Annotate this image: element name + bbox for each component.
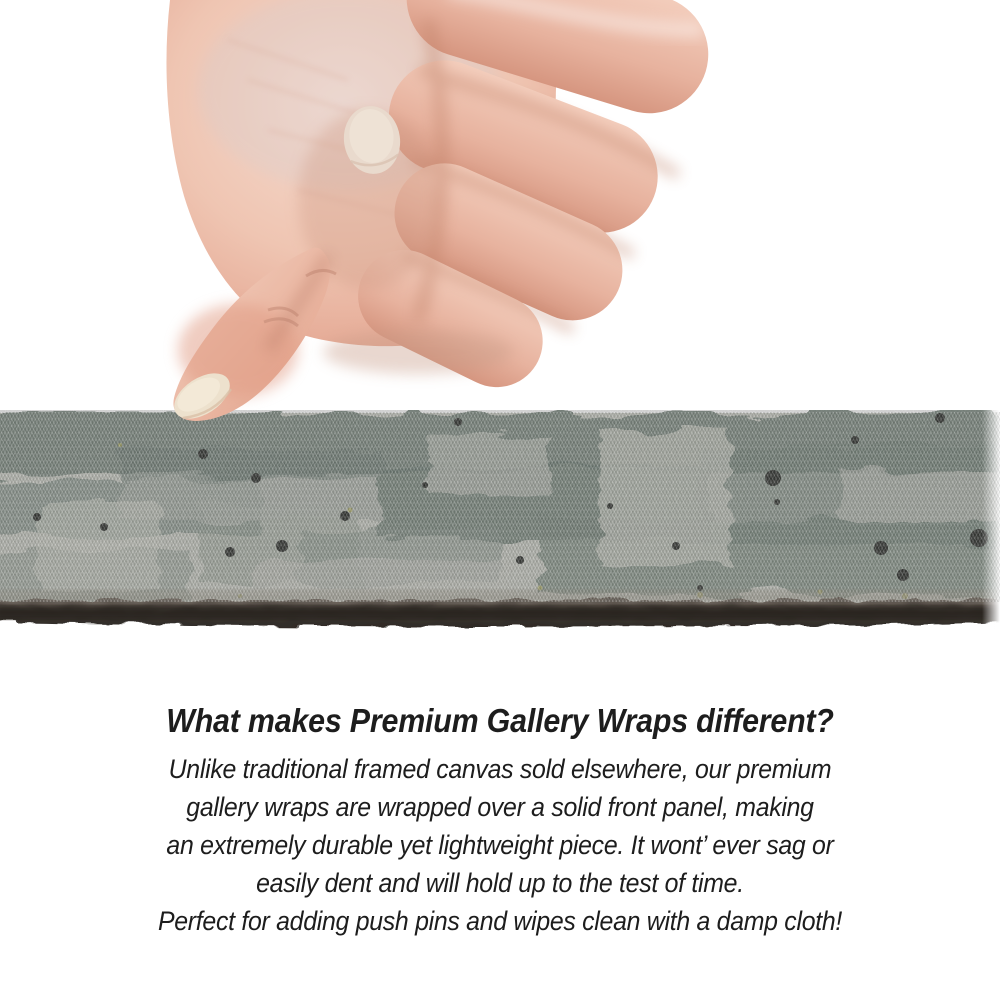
hand-pressing-thumb-illustration — [118, 0, 718, 430]
body-line: gallery wraps are wrapped over a solid front panel, making — [186, 792, 814, 822]
body-line: Perfect for adding push pins and wipes clean with a damp cloth! — [157, 906, 843, 936]
copy-block — [40, 701, 960, 940]
body-line: Unlike traditional framed canvas sold elsewhere, our premium — [168, 754, 832, 784]
body-line: easily dent and will hold up to the test of time. — [256, 868, 744, 898]
wrap-dark-edge — [0, 590, 1000, 627]
body-line: an extremely durable yet lightweight piece. It wont’ ever sag or — [166, 830, 834, 860]
canvas-strip — [0, 410, 1000, 630]
heading: What makes Premium Gallery Wraps different? — [166, 702, 834, 739]
